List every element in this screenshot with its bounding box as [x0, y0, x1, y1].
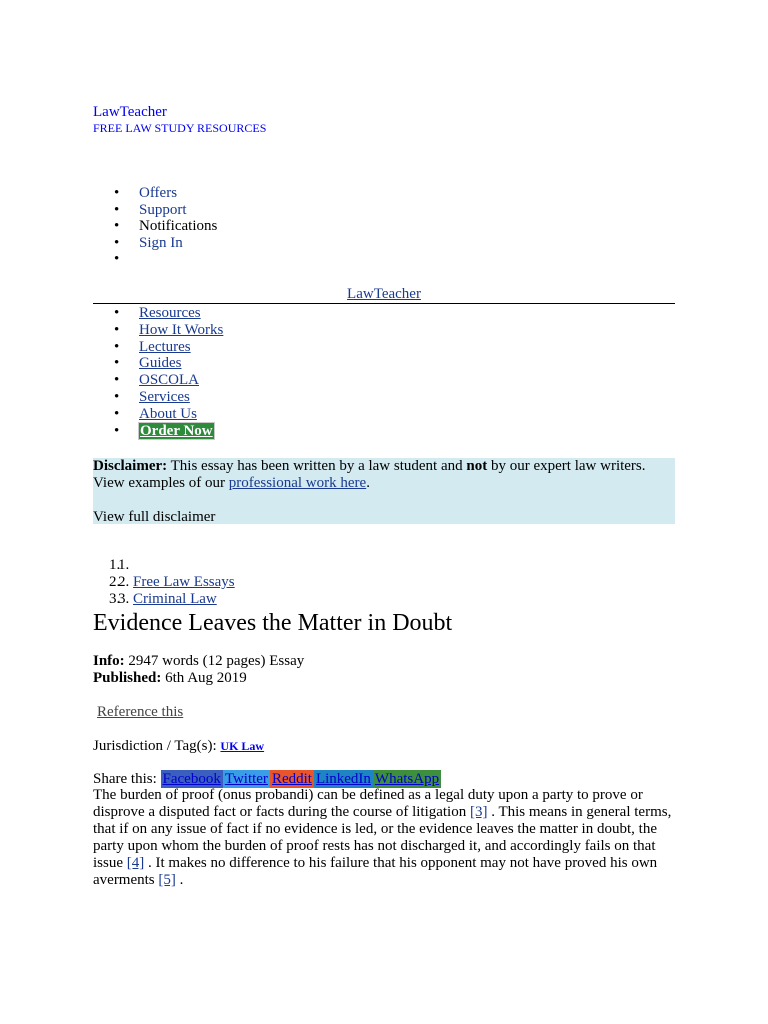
share-reddit-button[interactable]: Reddit: [271, 771, 312, 787]
main-nav-how-it-works[interactable]: • How It Works: [93, 322, 693, 339]
citation-link[interactable]: [3]: [469, 804, 488, 820]
main-nav-order-now-item: [93, 423, 693, 440]
main-nav-oscola[interactable]: • OSCOLA: [93, 372, 693, 389]
main-nav: [93, 305, 693, 439]
essay-meta: [93, 653, 304, 686]
main-nav-services[interactable]: • Services: [93, 389, 693, 406]
published-line: Published: 6th Aug 2019: [93, 669, 247, 686]
share-label: Share this:: [93, 771, 161, 787]
breadcrumb-item-home[interactable]: 1. 1.: [133, 557, 733, 574]
disclaimer-box: [93, 458, 675, 524]
disclaimer-text: Disclaimer: This essay has been written by a law student and not by our expert law writers. View examples of our professional work here.: [93, 458, 646, 491]
order-now-button[interactable]: Order Now: [140, 422, 213, 439]
jurisdiction-line: Jurisdiction / Tag(s): UK Law: [93, 738, 265, 754]
share-whatsapp-button[interactable]: WhatsApp: [374, 771, 440, 787]
reference-this-button[interactable]: Reference this: [97, 704, 184, 720]
breadcrumb-item-free-law-essays[interactable]: 2. 2. Free Law Essays: [133, 574, 733, 591]
view-full-disclaimer[interactable]: View full disclaimer: [93, 509, 216, 525]
top-nav: [93, 185, 693, 268]
top-nav-empty-item: [93, 251, 693, 268]
breadcrumb: [93, 557, 733, 608]
logo-name: LawTeacher: [93, 104, 167, 120]
page-title: Evidence Leaves the Matter in Doubt: [93, 610, 453, 636]
main-nav-guides[interactable]: • Guides: [93, 355, 693, 372]
site-logo[interactable]: [93, 104, 266, 136]
brand-link[interactable]: LawTeacher: [347, 286, 421, 302]
brand-bar: [93, 286, 675, 304]
top-nav-sign-in[interactable]: • Sign In: [93, 235, 693, 252]
info-line: Info: 2947 words (12 pages) Essay: [93, 653, 305, 669]
citation-link[interactable]: [5]: [158, 872, 176, 888]
share-facebook-button[interactable]: Facebook: [162, 771, 221, 787]
uk-law-tag[interactable]: UK Law: [220, 739, 265, 753]
share-bar: [93, 771, 441, 788]
essay-body: The burden of proof (onus probandi) can be defined as a legal duty upon a party to prove or disprove a disputed fact or facts during the course of litigation [3] . This means in general terms, that if on any issue of fact if no evidence is led, or the evidence leaves the matter in doubt, the party upon whom the burden of proof rests has not discharged it, and accordingly fails on that issue [4] . It makes no difference to his failure that his opponent may not have proved his own averments [5] .: [93, 787, 672, 888]
share-twitter-button[interactable]: Twitter: [224, 771, 268, 787]
citation-link[interactable]: [4]: [126, 855, 145, 871]
top-nav-notifications[interactable]: • Notifications: [93, 218, 693, 235]
professional-work-link[interactable]: professional work here: [228, 475, 367, 491]
top-nav-support[interactable]: • Support: [93, 202, 693, 219]
main-nav-resources[interactable]: • Resources: [93, 305, 693, 322]
main-nav-about-us[interactable]: • About Us: [93, 406, 693, 423]
top-nav-offers[interactable]: • Offers: [93, 185, 693, 202]
main-nav-lectures[interactable]: • Lectures: [93, 339, 693, 356]
share-linkedin-button[interactable]: LinkedIn: [315, 771, 371, 787]
logo-tagline: FREE LAW STUDY RESOURCES: [93, 121, 267, 135]
breadcrumb-item-criminal-law[interactable]: 3. 3. Criminal Law: [133, 591, 733, 608]
